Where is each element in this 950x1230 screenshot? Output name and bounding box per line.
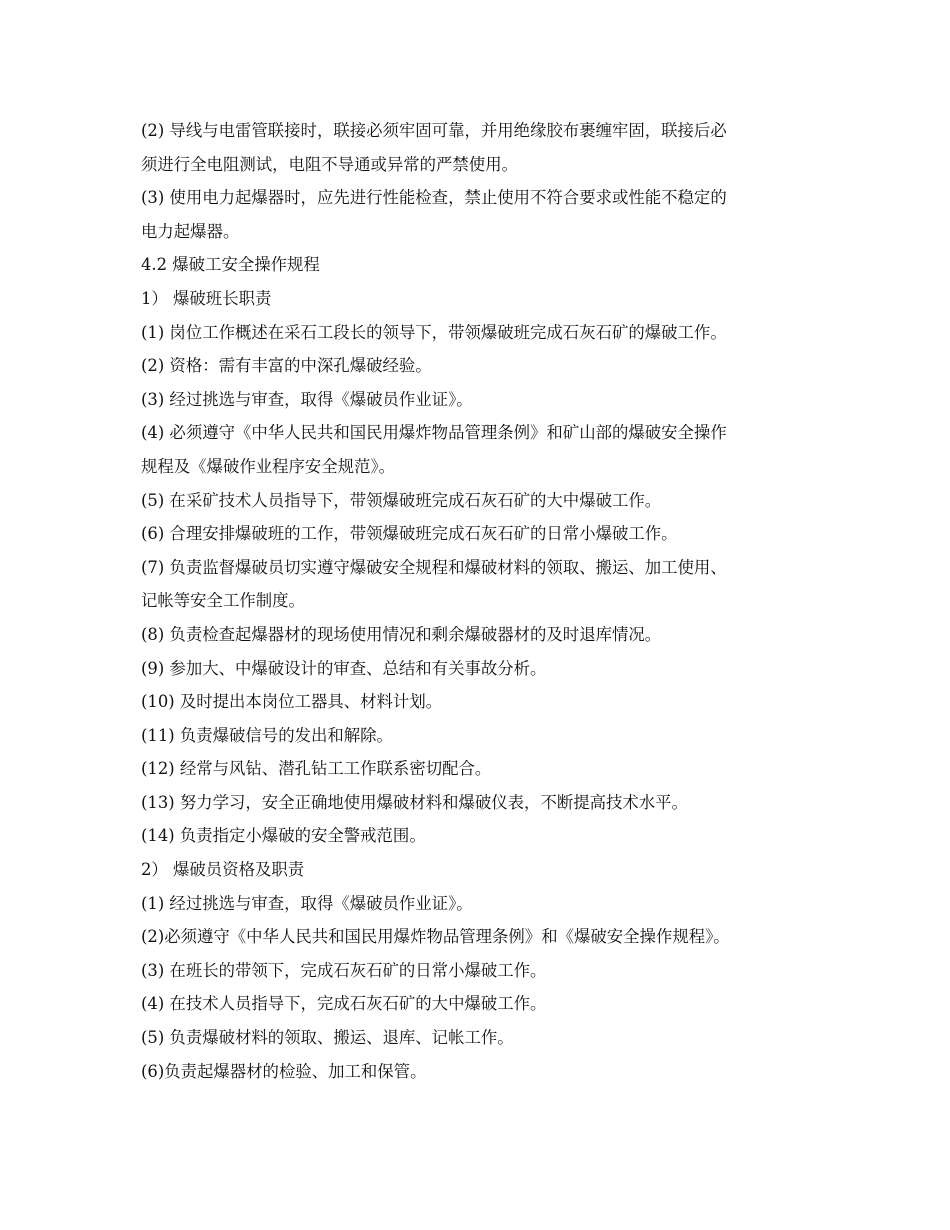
section-heading: 4.2 爆破工安全操作规程 xyxy=(141,255,320,275)
subsection-heading: 2） 爆破员资格及职责 xyxy=(141,860,305,880)
text-line: (8) 负责检查起爆器材的现场使用情况和剩余爆破器材的及时退库情况。 xyxy=(141,624,662,644)
text-line: (3) 使用电力起爆器时，应先进行性能检查，禁止使用不符合要求或性能不稳定的 xyxy=(141,188,727,208)
text-line: 规程及《爆破作业程序安全规范》。 xyxy=(141,456,396,476)
text-line: (5) 在采矿技术人员指导下，带领爆破班完成石灰石矿的大中爆破工作。 xyxy=(141,490,662,510)
text-line: (12) 经常与风钻、潜孔钻工工作联系密切配合。 xyxy=(141,759,492,779)
text-line: 记帐等安全工作制度。 xyxy=(141,591,305,611)
text-line: (13) 努力学习，安全正确地使用爆破材料和爆破仪表，不断提高技术水平。 xyxy=(141,792,688,812)
text-line: (1) 经过挑选与审查，取得《爆破员作业证》。 xyxy=(141,893,473,913)
text-line: (14) 负责指定小爆破的安全警戒范围。 xyxy=(141,826,426,846)
text-line: (10) 及时提出本岗位工器具、材料计划。 xyxy=(141,692,443,712)
text-line: (4) 在技术人员指导下，完成石灰石矿的大中爆破工作。 xyxy=(141,994,547,1014)
text-line: (2)必须遵守《中华人民共和国民用爆炸物品管理条例》和《爆破安全操作规程》。 xyxy=(141,927,730,947)
text-line: (9) 参加大、中爆破设计的审查、总结和有关事故分析。 xyxy=(141,658,547,678)
text-line: (2) 导线与电雷管联接时，联接必须牢固可靠，并用绝缘胶布裹缠牢固，联接后必 xyxy=(141,121,727,140)
text-line: (3) 经过挑选与审查，取得《爆破员作业证》。 xyxy=(141,389,473,409)
text-line: (5) 负责爆破材料的领取、搬运、退库、记帐工作。 xyxy=(141,1028,514,1048)
text-line: (3) 在班长的带领下，完成石灰石矿的日常小爆破工作。 xyxy=(141,960,547,980)
text-line: (6) 合理安排爆破班的工作，带领爆破班完成石灰石矿的日常小爆破工作。 xyxy=(141,524,678,544)
text-line: (2) 资格：需有丰富的中深孔爆破经验。 xyxy=(141,356,432,376)
document-body xyxy=(141,114,813,1088)
subsection-heading: 1） 爆破班长职责 xyxy=(141,288,272,308)
text-line: (6)负责起爆器材的检验、加工和保管。 xyxy=(141,1061,427,1081)
text-line: 须进行全电阻测试，电阻不导通或异常的严禁使用。 xyxy=(141,154,518,174)
text-line: 电力起爆器。 xyxy=(141,221,240,241)
text-line: (4) 必须遵守《中华人民共和国民用爆炸物品管理条例》和矿山部的爆破安全操作 xyxy=(141,423,727,443)
text-line: (1) 岗位工作概述在采石工段长的领导下，带领爆破班完成石灰石矿的爆破工作。 xyxy=(141,322,727,342)
text-line: (11) 负责爆破信号的发出和解除。 xyxy=(141,725,393,745)
text-line: (7) 负责监督爆破员切实遵守爆破安全规程和爆破材料的领取、搬运、加工使用、 xyxy=(141,557,727,577)
